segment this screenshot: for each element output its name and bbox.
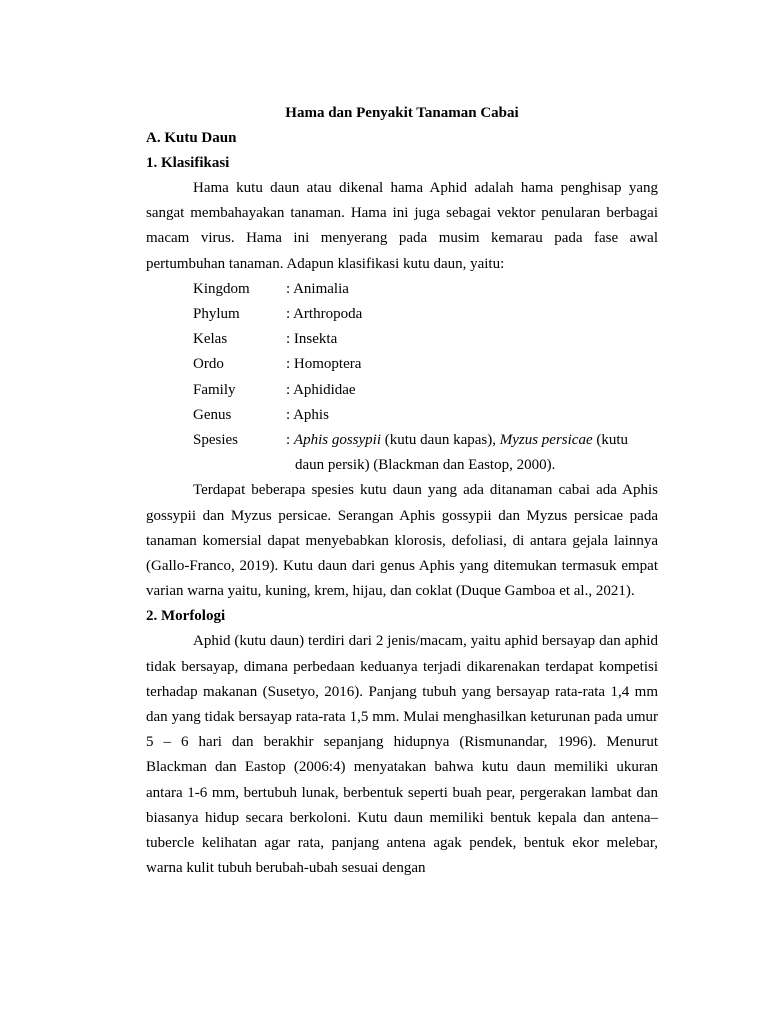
section-heading-a: A. Kutu Daun: [146, 130, 237, 146]
classification-key: Family: [193, 381, 236, 398]
document-body: [146, 101, 658, 881]
classification-value: : Insekta: [286, 331, 338, 348]
classification-row: [193, 327, 658, 352]
classification-key: Genus: [193, 406, 232, 423]
classification-value: : Aphis: [286, 406, 329, 423]
paragraph-morphology: Aphid (kutu daun) terdiri dari 2 jenis/macam, yaitu aphid bersayap dan aphid tidak bersayap, dimana perbedaan keduanya terjadi dikarenakan terdapat kompetisi terhadap makanan (Susetyo, 2016). Panjang tubuh yang bersayap rata-rata 1,4 mm dan yang tidak bersayap rata-rata 1,5 mm. Mulai menghasilkan keturunan pada umur 5 – 6 hari dan berakhir sepanjang hidupnya (Rismunandar, 1996). Menurut Blackman dan Eastop (2006:4) menyatakan bahwa kutu daun memiliki ukuran antara 1-6 mm, bertubuh lunak, berbentuk seperti buah pear, pergerakan lambat dan biasanya hidup secara berkoloni. Kutu daun memiliki bentuk kepala dan antena–tubercle kelihatan agar rata, panjang antena agak pendek, bentuk ekor melebar, warna kulit tubuh berubah-ubah sesuai dengan: [146, 633, 658, 877]
classification-value: : Aphididae: [286, 381, 356, 398]
document-title: Hama dan Penyakit Tanaman Cabai: [285, 105, 519, 121]
subsection-heading-morfologi: 2. Morfologi: [146, 608, 226, 625]
classification-value: [286, 428, 658, 478]
classification-key: Kelas: [193, 331, 228, 348]
subsection-heading-klasifikasi: 1. Klasifikasi: [146, 155, 230, 171]
spesies-text: (kutu daun persik) (Blackman dan Eastop, 2000).: [295, 432, 629, 474]
spesies-colon: :: [286, 432, 294, 449]
classification-row: [193, 352, 658, 377]
classification-row: [193, 403, 658, 428]
classification-list: [193, 277, 658, 479]
spesies-text: (kutu daun kapas),: [381, 432, 500, 449]
classification-key: Spesies: [193, 432, 238, 449]
paragraph-intro: Hama kutu daun atau dikenal hama Aphid adalah hama penghisap yang sangat membahayakan tanaman. Hama ini juga sebagai vektor penularan berbagai macam virus. Hama ini menyerang pada musim kemarau pada fase awal pertumbuhan tanaman. Adapun klasifikasi kutu daun, yaitu:: [146, 180, 658, 272]
classification-value: : Arthropoda: [286, 306, 363, 323]
classification-row-spesies: [193, 428, 658, 478]
classification-key: Kingdom: [193, 280, 250, 297]
species-name-myzus-persicae: Myzus persicae: [499, 432, 593, 449]
classification-row: [193, 302, 658, 327]
classification-key: Phylum: [193, 306, 240, 323]
classification-key: Ordo: [193, 356, 224, 373]
classification-row: [193, 378, 658, 403]
classification-value: : Animalia: [286, 280, 349, 297]
classification-row: [193, 277, 658, 302]
classification-value: : Homoptera: [286, 356, 362, 373]
paragraph-species: Terdapat beberapa spesies kutu daun yang ada ditanaman cabai ada Aphis gossypii dan Myzus persicae. Serangan Aphis gossypii dan Myzus persicae pada tanaman komersial dapat menyebabkan klorosis, defoliasi, di antara gejala lainnya (Gallo-Franco, 2019). Kutu daun dari genus Aphis yang ditemukan termasuk empat varian warna yaitu, kuning, krem, hijau, dan coklat (Duque Gamboa et al., 2021).: [146, 482, 658, 600]
species-name-aphis-gossypii: Aphis gossypii: [293, 432, 382, 449]
